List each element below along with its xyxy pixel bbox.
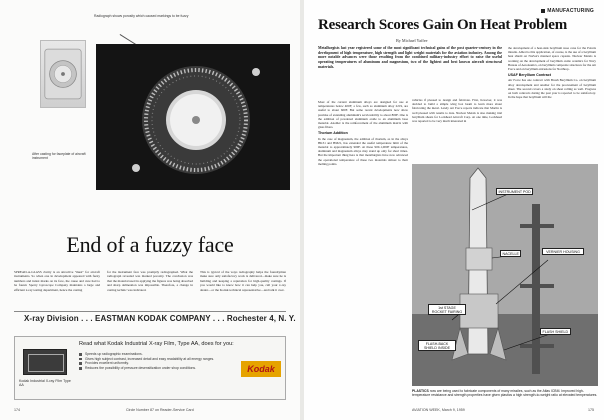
caption-lead-word: PLASTICS [412, 389, 429, 393]
article-col3b-text: Air Force has one contract with Brush Beryllium Co. on beryllium alloy development and another for the procurement of beryllium sheet. The second covers a study on sheet rolling as well. Progress on both contracts during the past year is reported to be satisfactory. In the hope that beryllium will the [508, 78, 596, 100]
ad-body-text-2: for the instrument face was promptly radiographed. What the radiograph revealed was marked porosity. The conclusion was that the material used in applying the figures was being absorbed and sharp delineation was impossible. Therefore, a change in casting technic was indicated. [107, 270, 193, 292]
film-benefits-list [79, 352, 229, 370]
missile-photo [412, 164, 598, 386]
right-page-number: 175 [588, 408, 594, 412]
ad-body-column-1 [14, 270, 100, 292]
film-info-box [14, 336, 286, 400]
film-box-caption: Kodak Industrial X-ray Film Type AA [19, 379, 71, 388]
left-page-kodak-ad [0, 0, 300, 420]
radiograph-image [96, 44, 290, 190]
article-col1b-text: In the case of magnesium, the addition of thorium, as in the alloys HK31 and HM21, has extended the useful temperature limit of the material to approximately 900F. At these 900-1,000F temperatures, aluminum and magnesium alloys may stand up only for short times. But the important thing here is that metallurgists have now advanced the operational temperature of these two materials almost to their melting points. [318, 136, 408, 166]
benefit-item: Provides excellent uniformity. [79, 361, 229, 366]
casting-illustration [41, 41, 85, 107]
benefit-item: Reduces the possibility of pressure desensitization under shop conditions. [79, 366, 229, 371]
subhead-usaf: USAF Beryllium Contract [508, 73, 551, 78]
article-column-3 [508, 46, 596, 99]
kodak-signature-line: X-ray Division . . . EASTMAN KODAK COMPANY . . . Rochester 4, N. Y. [24, 314, 296, 323]
article-column-1 [318, 100, 408, 166]
subhead-thorium: Thorium Addition [318, 131, 348, 136]
article-col2-text: vehicles if pleased to design and fabricate. First, however, it was decided to build a simple wing box beam to learn more about fabricating the metal. Lately Art Force reports indicate that Martin is well pleased with results to date. Nuclear Metals is also making trial beryllium sheets for Lockheed Aircraft Corp. At one time, Lockheed was reported to be very much interested in [412, 98, 502, 124]
casting-photo-caption: After casting for faceplate of aircraft instrument [32, 152, 86, 161]
ad-headline: End of a fuzzy face [66, 232, 234, 257]
caption-text: now are being used to fabricate components of many missiles, such as the Atlas ICBM. Improved high-temperature resistance and strength properties have given plastics a high strength-to-weight ratio at elevated temperatures. [412, 389, 598, 398]
radiograph-caption: Radiograph shows porosity which caused markings to be fuzzy [94, 14, 189, 18]
label-vernier-housing: VERNIER HOUSING [542, 248, 584, 255]
benefit-item: Speeds up radiographic examinations. [79, 352, 229, 357]
magazine-folio-line: AVIATION WEEK, March 9, 1959 [412, 408, 465, 412]
label-first-stage-fairing: 1st STAGE ROCKET FAIRING [428, 304, 466, 315]
label-flash-shield: FLASH SHIELD [540, 328, 571, 335]
film-box-image [23, 349, 67, 375]
kodak-logo: Kodak [241, 361, 281, 377]
benefit-item: Gives high subject contrast, increased detail and easy readability at all energy ranges. [79, 357, 229, 362]
reader-service-note: Circle Number 87 on Reader-Service Card [126, 408, 194, 412]
right-page-article [304, 0, 604, 420]
label-instrument-pod: INSTRUMENT POD [496, 188, 533, 195]
ad-body-column-3 [200, 270, 286, 292]
label-flash-back-shield: FLASH-BACK SHIELD INSIDE [418, 340, 456, 351]
missile-photo-caption [412, 389, 598, 397]
film-box-label-panel [28, 354, 64, 372]
ad-body-column-2 [107, 270, 193, 292]
missile-illustration [412, 164, 598, 386]
label-nacelle: NACELLE [500, 250, 521, 257]
article-col1-text: Most of the current aluminum alloys are designed for use at temperatures below 400F; a few, such as aluminum alloy 2219, are useful to about 600F. But some recent developments now show promise of extending aluminum's serviceability to about 800F. One is the addition of powdered aluminum oxide to an aluminum base material. Another is the reinforcement of the aluminum matrix with glass fibers. [318, 100, 408, 130]
article-lead: Metallurgists last year registered some of the most significant technical gains of the post quarter-century in the development of high temperature, high strength and light weight materials for the aviation industry. Among the more notable advances were those resulting from the combined military-industry effort to raise the useful operating temperatures of aluminum and magnesium, two of the lightest and best known aircraft structural materials. [318, 46, 502, 69]
article-col3-text: the development of a heat-sink beryllium nose cone for the Polaris missile. Allied to this application, of course, is the use of a beryllium heat shield on NASA's manned space capsule. Nuclear Metals is working on the development of beryllium oxide ceramics for Navy Bureau of Aeronautics, on beryllium composite structures for the Air Force and on beryllium extrusions for Northrop. [508, 46, 596, 72]
article-byline: By Michael Yaffee [396, 38, 428, 43]
left-page-number: 174 [14, 408, 20, 412]
ad-body-text-1: SPREAD-A-GLASS clarity is an attractive "must" for aircraft instruments. So when one in development appeared with fuzzy numbers and index marks on its face, the cause and cure had to be found. Sperry Gyroscope Company maintains a large and efficient x-ray testing department, hence the casting [14, 270, 100, 292]
article-title: Research Scores Gain On Heat Problem [318, 17, 568, 33]
article-column-2 [412, 98, 502, 123]
ad-body-text-3: This is typical of the ways radiography helps the foundryman make sure only satisfactory work is delivered—make sure he is building and keeping a reputation for high-quality castings. If you would like to know how it can help you, call your x-ray dealer—or the Kodak technical representative—and talk it over. [200, 270, 286, 292]
section-flag: MANUFACTURING [541, 8, 594, 14]
radiograph-illustration [96, 44, 290, 190]
casting-photo [40, 40, 86, 108]
film-box-title: Read what Kodak Industrial X-ray Film, Type AA, does for you: [79, 341, 234, 347]
signature-rule [14, 311, 286, 312]
